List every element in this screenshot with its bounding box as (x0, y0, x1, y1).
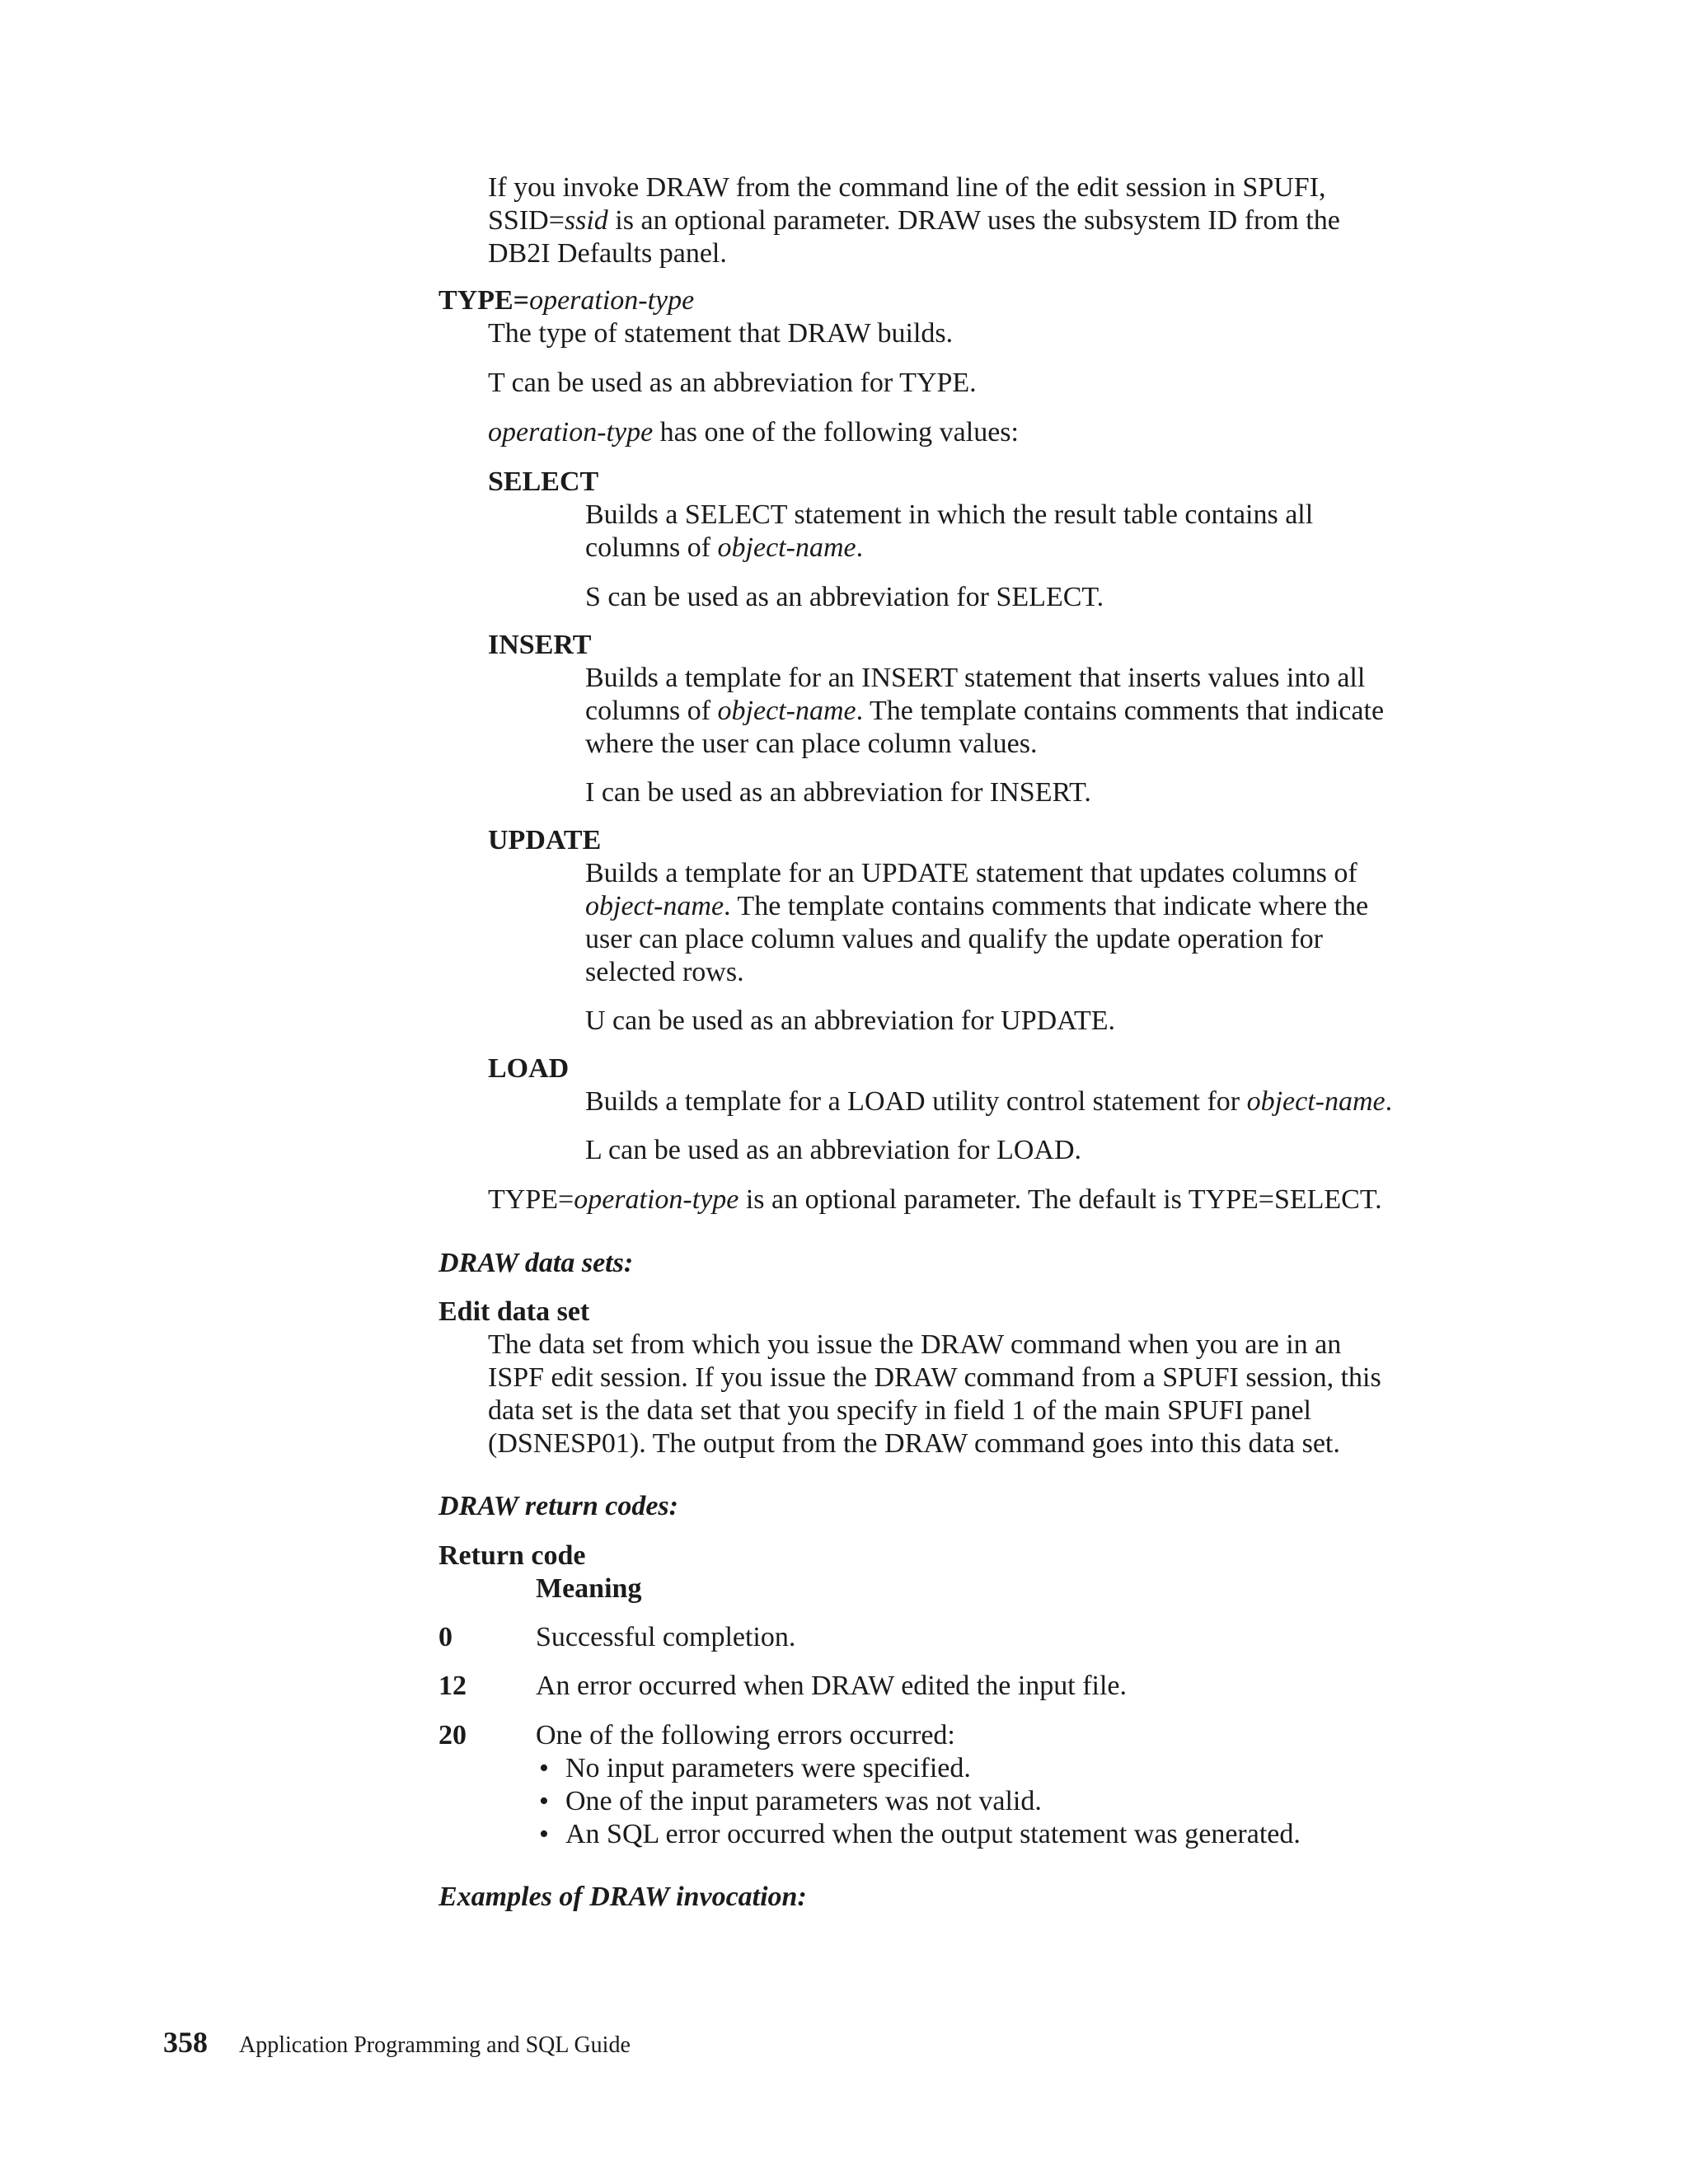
type-default-rest: is an optional parameter. The default is TYPE=SELECT. (738, 1184, 1382, 1215)
ssid-line-3: DB2I Defaults panel. (488, 238, 727, 269)
ssid-line-2-rest: is an optional parameter. DRAW uses the subsystem ID from the (607, 205, 1340, 236)
return-code-value: 20 (438, 1720, 467, 1750)
type-default-keyword: TYPE= (488, 1184, 574, 1215)
data-set-line-1: The data set from which you issue the DRAW command when you are in an (488, 1329, 1342, 1360)
select-abbreviation: S can be used as an abbreviation for SELECT. (585, 582, 1104, 612)
load-object-name: object-name (1246, 1086, 1386, 1117)
load-desc-period: . (1385, 1086, 1393, 1117)
edit-data-set-description (488, 1329, 1485, 1460)
type-abbreviation: T can be used as an abbreviation for TYPE. (488, 368, 977, 398)
insert-desc-line-3: where the user can place column values. (585, 729, 1038, 759)
examples-heading: Examples of DRAW invocation: (438, 1882, 807, 1912)
edit-data-set-term: Edit data set (438, 1296, 590, 1327)
type-term-bold: TYPE= (438, 285, 530, 316)
return-code-meaning-block (536, 1719, 1485, 1851)
ssid-keyword: SSID= (488, 205, 565, 236)
insert-desc-line-2-rest: . The template contains comments that indicate (856, 696, 1385, 726)
load-description (585, 1085, 1485, 1118)
load-term: LOAD (488, 1053, 570, 1084)
list-item: • An SQL error occurred when the output statement was generated. (536, 1818, 1485, 1851)
return-code-meaning: One of the following errors occurred: (536, 1720, 955, 1750)
type-values-intro (488, 416, 1485, 449)
insert-desc-line-2: columns of (585, 696, 718, 726)
update-desc-line-2-rest: . The template contains comments that indicate where the (724, 891, 1369, 921)
select-desc-period: . (856, 532, 864, 563)
update-desc-line-1: Builds a template for an UPDATE statement that updates columns of (585, 858, 1357, 888)
load-abbreviation: L can be used as an abbreviation for LOAD. (585, 1135, 1082, 1165)
update-object-name: object-name (585, 891, 724, 921)
type-default-italic: operation-type (574, 1184, 739, 1215)
insert-description (585, 662, 1485, 761)
meaning-column-header: Meaning (536, 1573, 642, 1604)
update-term: UPDATE (488, 825, 602, 855)
load-desc-text: Builds a template for a LOAD utility control statement for (585, 1086, 1247, 1117)
data-set-line-3: data set is the data set that you specify in field 1 of the main SPUFI panel (488, 1395, 1311, 1426)
values-intro-rest: has one of the following values: (653, 417, 1019, 448)
book-title: Application Programming and SQL Guide (239, 2032, 631, 2058)
select-desc-line-2: columns of (585, 532, 718, 563)
list-item: • One of the input parameters was not valid. (536, 1785, 1485, 1818)
update-description (585, 857, 1485, 989)
ssid-italic: ssid (564, 205, 608, 236)
insert-term: INSERT (488, 630, 592, 660)
update-desc-line-3: user can place column values and qualify the update operation for (585, 924, 1323, 954)
data-sets-heading: DRAW data sets: (438, 1248, 634, 1278)
return-code-meaning: Successful completion. (536, 1622, 796, 1652)
return-code-meaning: An error occurred when DRAW edited the input file. (536, 1671, 1128, 1701)
error-list (536, 1752, 1485, 1851)
select-desc-line-1: Builds a SELECT statement in which the result table contains all (585, 499, 1314, 530)
return-code-value: 12 (438, 1671, 467, 1701)
select-description (585, 499, 1485, 565)
type-description: The type of statement that DRAW builds. (488, 318, 954, 349)
update-abbreviation: U can be used as an abbreviation for UPDATE. (585, 1005, 1115, 1036)
data-set-line-2: ISPF edit session. If you issue the DRAW command from a SPUFI session, this (488, 1362, 1381, 1393)
insert-object-name: object-name (717, 696, 856, 726)
return-codes-heading: DRAW return codes: (438, 1491, 678, 1521)
type-default-note (488, 1183, 1485, 1216)
data-set-line-4: (DSNESP01). The output from the DRAW command goes into this data set. (488, 1428, 1340, 1459)
values-intro-italic: operation-type (488, 417, 654, 448)
page-footer (163, 2026, 631, 2062)
update-desc-line-4: selected rows. (585, 957, 744, 987)
ssid-line-1: If you invoke DRAW from the command line of the edit session in SPUFI, (488, 172, 1326, 203)
insert-desc-line-1: Builds a template for an INSERT statement that inserts values into all (585, 663, 1366, 693)
ssid-paragraph (488, 171, 1485, 270)
return-code-value: 0 (438, 1622, 452, 1652)
list-item: • No input parameters were specified. (536, 1752, 1485, 1785)
select-object-name: object-name (717, 532, 856, 563)
type-term (438, 284, 1485, 317)
return-code-column-header: Return code (438, 1540, 586, 1571)
type-term-italic: operation-type (529, 285, 695, 316)
page-number: 358 (163, 2026, 208, 2059)
insert-abbreviation: I can be used as an abbreviation for INSERT. (585, 777, 1091, 808)
select-term: SELECT (488, 466, 599, 497)
